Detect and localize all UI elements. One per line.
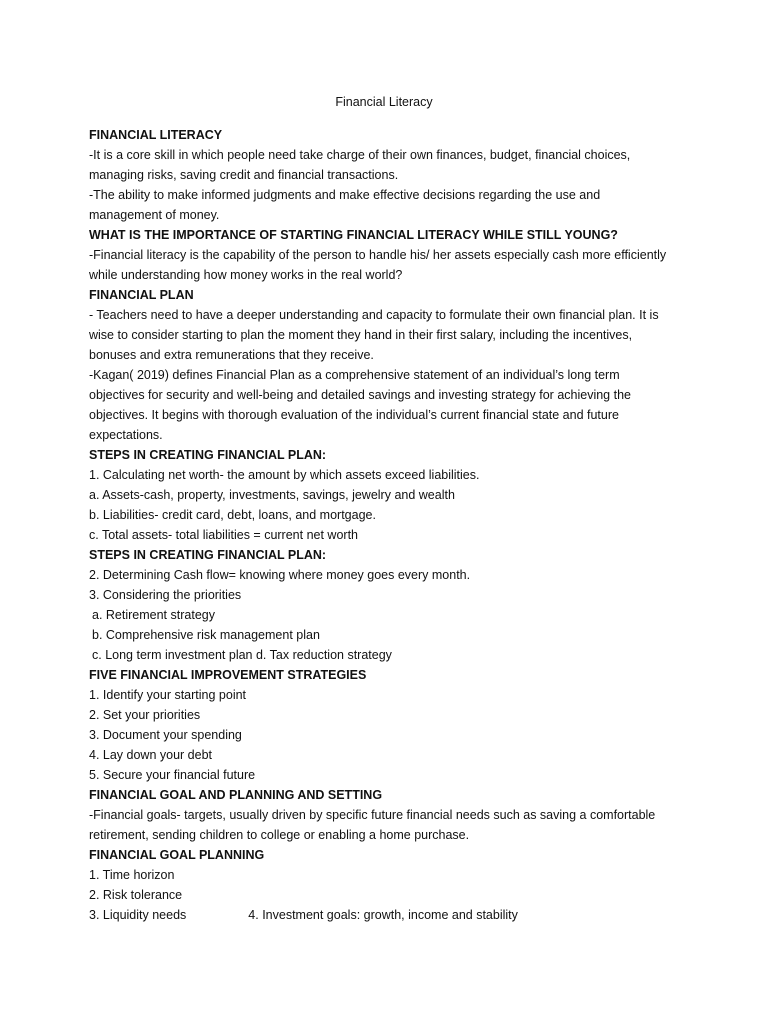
heading-importance: WHAT IS THE IMPORTANCE OF STARTING FINANCIAL LITERACY WHILE STILL YOUNG? — [89, 228, 618, 242]
heading-financial-literacy: FINANCIAL LITERACY — [89, 128, 223, 142]
body-line: -Kagan( 2019) defines Financial Plan as a comprehensive statement of an individual’s long term — [89, 368, 620, 382]
body-line: management of money. — [89, 208, 220, 222]
heading-goal-planning: FINANCIAL GOAL PLANNING — [89, 848, 265, 862]
list-item: 3. Considering the priorities — [89, 588, 242, 602]
body-line: -Financial goals- targets, usually driven by specific future financial needs such as saving a comfortable — [89, 808, 656, 822]
list-item: a. Assets-cash, property, investments, savings, jewelry and wealth — [89, 488, 455, 502]
list-item-liquidity: 3. Liquidity needs — [89, 908, 187, 922]
list-item: 4. Lay down your debt — [89, 748, 212, 762]
heading-financial-plan: FINANCIAL PLAN — [89, 288, 194, 302]
list-item: b. Liabilities- credit card, debt, loans, and mortgage. — [89, 508, 376, 522]
body-line: wise to consider starting to plan the moment they hand in their first salary, including the incentives, — [89, 328, 633, 342]
body-line: objectives. It begins with thorough evaluation of the individual’s current financial state and future — [89, 408, 619, 422]
heading-improvement-strategies: FIVE FINANCIAL IMPROVEMENT STRATEGIES — [89, 668, 367, 682]
list-item: c. Long term investment plan d. Tax reduction strategy — [92, 648, 392, 662]
list-item-investment-goals: 4. Investment goals: growth, income and stability — [248, 908, 518, 922]
body-line: objectives for security and well-being and detailed savings and investing strategy for achieving the — [89, 388, 631, 402]
list-item: b. Comprehensive risk management plan — [92, 628, 320, 642]
body-line: while understanding how money works in the real world? — [89, 268, 403, 282]
list-item-row — [89, 905, 689, 925]
body-line: -Financial literacy is the capability of the person to handle his/ her assets especially cash more efficiently — [89, 248, 667, 262]
body-line: - Teachers need to have a deeper understanding and capacity to formulate their own financial plan. It is — [89, 308, 659, 322]
list-item: 5. Secure your financial future — [89, 768, 256, 782]
body-line: managing risks, saving credit and financial transactions. — [89, 168, 399, 182]
body-line: expectations. — [89, 428, 163, 442]
body-line: -The ability to make informed judgments and make effective decisions regarding the use and — [89, 188, 601, 202]
document-body — [89, 125, 689, 925]
list-item: c. Total assets- total liabilities = current net worth — [89, 528, 358, 542]
document-title: Financial Literacy — [335, 95, 433, 109]
heading-goal-planning-setting: FINANCIAL GOAL AND PLANNING AND SETTING — [89, 788, 383, 802]
body-line: retirement, sending children to college or enabling a home purchase. — [89, 828, 470, 842]
list-item: 2. Risk tolerance — [89, 888, 183, 902]
list-item: 1. Identify your starting point — [89, 688, 247, 702]
heading-steps-2: STEPS IN CREATING FINANCIAL PLAN: — [89, 548, 327, 562]
body-line: bonuses and extra remunerations that they receive. — [89, 348, 374, 362]
list-item: 2. Determining Cash flow= knowing where money goes every month. — [89, 568, 471, 582]
list-item: 1. Time horizon — [89, 868, 175, 882]
list-item: a. Retirement strategy — [92, 608, 215, 622]
body-line: -It is a core skill in which people need take charge of their own finances, budget, financial choices, — [89, 148, 631, 162]
list-item: 3. Document your spending — [89, 728, 242, 742]
list-item: 1. Calculating net worth- the amount by which assets exceed liabilities. — [89, 468, 480, 482]
heading-steps-1: STEPS IN CREATING FINANCIAL PLAN: — [89, 448, 327, 462]
list-item: 2. Set your priorities — [89, 708, 201, 722]
